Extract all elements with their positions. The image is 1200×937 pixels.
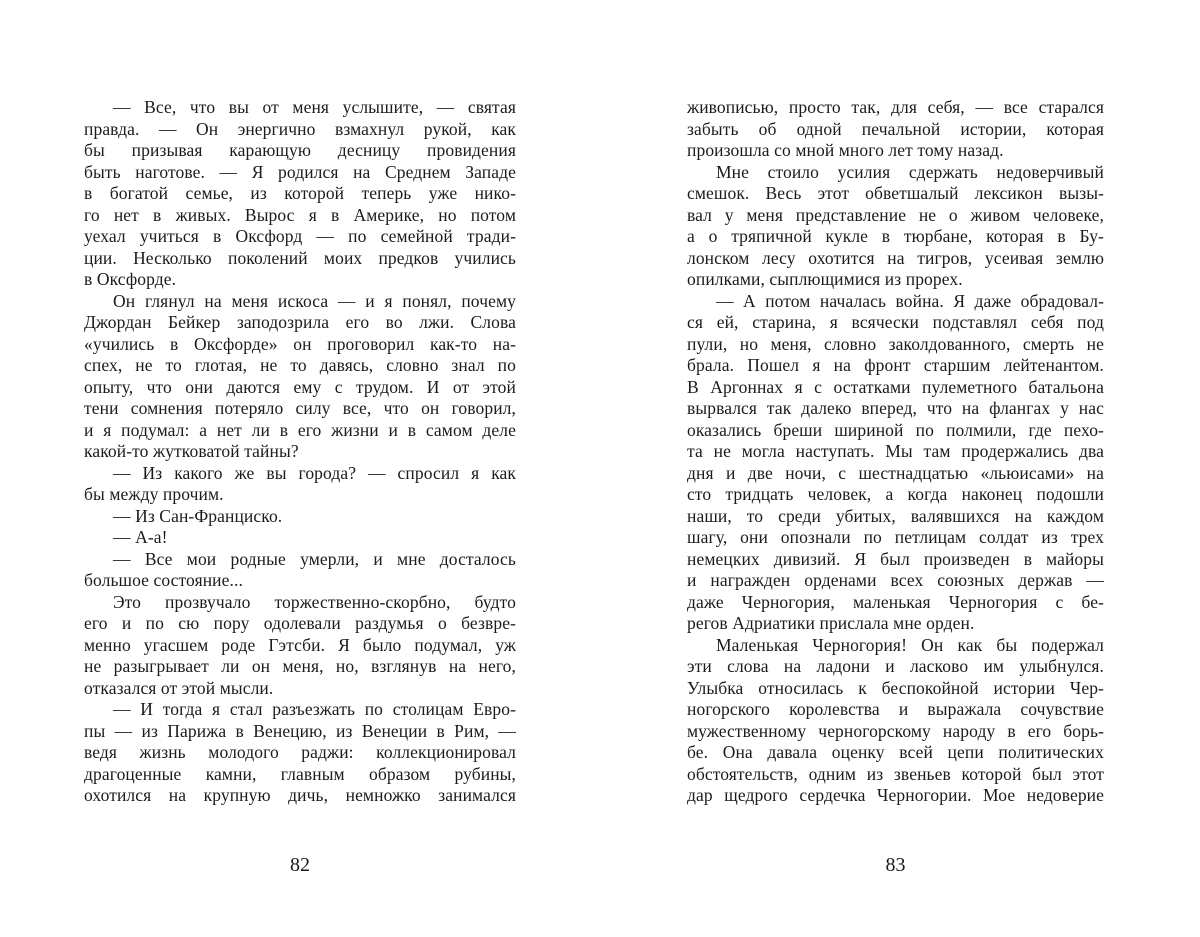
text-line: немецких дивизий. Я был произведен в майоры — [687, 548, 1104, 569]
text-line: вырвался так далеко вперед, что на флангах у нас — [687, 398, 1104, 418]
text-line: ся ей, старина, я всячески подставлял себя под — [687, 312, 1104, 332]
text-line: и награжден орденами всех союзных держав — — [687, 570, 1104, 590]
left-page-number: 82 — [290, 854, 310, 876]
text-line: эти слова на ладони и ласково им улыбнулся. — [687, 656, 1104, 676]
text-line: какой-то жутковатой тайны? — [84, 441, 299, 461]
text-line: сто тридцать человек, а когда наконец подошли — [687, 484, 1104, 504]
text-line: бы между прочим. — [84, 484, 224, 504]
text-line: — Из Сан-Франциско. — [113, 505, 283, 526]
text-line: Джордан Бейкер заподозрила его во лжи. Слова — [84, 312, 516, 332]
text-line: наши, то среди убитых, валявшихся на каждом — [687, 505, 1104, 526]
text-line: ведя жизнь молодого раджи: коллекционировал — [84, 742, 516, 762]
text-line: быть наготове. — Я родился на Среднем Западе — [84, 161, 516, 182]
text-line: — Все мои родные умерли, и мне досталось — [113, 548, 516, 569]
text-line: произошла со мной много лет тому назад. — [687, 140, 1004, 160]
text-line: регов Адриатики прислала мне орден. — [687, 613, 975, 633]
text-line: в Оксфорде. — [84, 269, 177, 289]
text-line: лонском лесу охотится на тигров, усеивая землю — [687, 247, 1104, 268]
text-line: и я подумал: а нет ли в его жизни и в самом деле — [84, 419, 516, 440]
text-line: его и по сю пору одолевали раздумья о безвре- — [84, 613, 516, 633]
text-line: — Все, что вы от меня услышите, — святая — [113, 97, 516, 117]
text-line: менно угасшем роде Гэтсби. Я было подумал, уж — [84, 634, 516, 655]
text-line: опыту, что они даются ему с трудом. И от этой — [84, 376, 516, 397]
text-line: брала. Пошел я на фронт старшим лейтенантом. — [687, 355, 1104, 375]
text-line: «учились в Оксфорде» он проговорил как-то на- — [84, 333, 516, 354]
text-line: в богатой семье, из которой теперь уже нико- — [84, 183, 516, 203]
text-line: Мне стоило усилия сдержать недоверчивый — [716, 161, 1104, 182]
text-line: не разыгрывает ли он меня, но, взглянув на него, — [84, 656, 516, 676]
text-line: уехал учиться в Оксфорд — по семейной тради- — [84, 226, 516, 246]
text-line: го нет в живых. Вырос я в Америке, но потом — [84, 204, 516, 225]
text-line: Это прозвучало торжественно-скорбно, будто — [113, 591, 516, 612]
text-line: пы — из Парижа в Венецию, из Венеции в Рим, — — [84, 720, 516, 741]
text-line: опилками, сыплющимися из прорех. — [687, 269, 963, 289]
text-line: Маленькая Черногория! Он как бы подержал — [716, 634, 1104, 655]
text-line: пули, но меня, словно заколдованного, смерть не — [687, 333, 1104, 354]
text-line: вал у меня представление не о живом человеке, — [687, 204, 1104, 225]
text-line: В Аргоннах я с остатками пулеметного батальона — [687, 376, 1104, 397]
text-line: дар щедрого сердечка Черногории. Мое недоверие — [687, 785, 1104, 805]
text-line: — И тогда я стал разъезжать по столицам Евро- — [113, 699, 516, 719]
text-line: оказались бреши шириной по полмили, где пехо- — [687, 419, 1104, 440]
text-line: бы призывая карающую десницу провидения — [84, 140, 516, 160]
text-line: забыть об одной печальной истории, которая — [687, 118, 1104, 139]
text-line: та не могла наступать. Мы там продержались два — [687, 441, 1104, 461]
text-line: смешок. Весь этот обветшалый лексикон вызы- — [687, 183, 1104, 203]
text-line: тени сомнения потеряло силу все, что он говорил, — [84, 398, 516, 418]
right-page-text-column — [687, 97, 1104, 807]
text-line: шагу, они опознали по петлицам солдат из трех — [687, 527, 1104, 547]
text-line: Он глянул на меня искоса — и я понял, почему — [113, 290, 516, 311]
text-line: спех, не то глотая, не то давясь, словно знал по — [84, 355, 516, 375]
text-line: драгоценные камни, главным образом рубины, — [84, 763, 516, 784]
right-page-number: 83 — [885, 854, 906, 876]
text-line: ции. Несколько поколений моих предков учились — [84, 247, 516, 268]
left-page-text-column — [84, 97, 516, 807]
text-line: Улыбка относилась к беспокойной истории Чер- — [687, 677, 1104, 698]
text-line: обстоятельств, одним из звеньев которой был этот — [687, 763, 1104, 784]
text-line: дня и две ночи, с шестнадцатью «льюисами» на — [687, 462, 1104, 483]
text-line: бе. Она давала оценку всей цепи политических — [687, 742, 1104, 762]
text-line: а о тряпичной кукле в тюрбане, которая в Бу- — [687, 226, 1104, 246]
text-line: — А-а! — [113, 527, 168, 547]
text-line: правда. — Он энергично взмахнул рукой, как — [84, 118, 516, 139]
text-line: большое состояние... — [84, 570, 243, 590]
text-line: охотился на крупную дичь, немножко занимался — [84, 785, 516, 805]
text-line: мужественному черногорскому народу в его борь- — [687, 720, 1104, 741]
text-line: даже Черногория, маленькая Черногория с бе- — [687, 591, 1104, 612]
text-line: — Из какого же вы города? — спросил я как — [113, 462, 516, 483]
text-line: — А потом началась война. Я даже обрадовал- — [716, 290, 1104, 311]
text-line: живописью, просто так, для себя, — все старался — [687, 97, 1104, 117]
text-line: отказался от этой мысли. — [84, 677, 274, 698]
text-line: ногорского королевства и выражала сочувствие — [687, 699, 1104, 719]
